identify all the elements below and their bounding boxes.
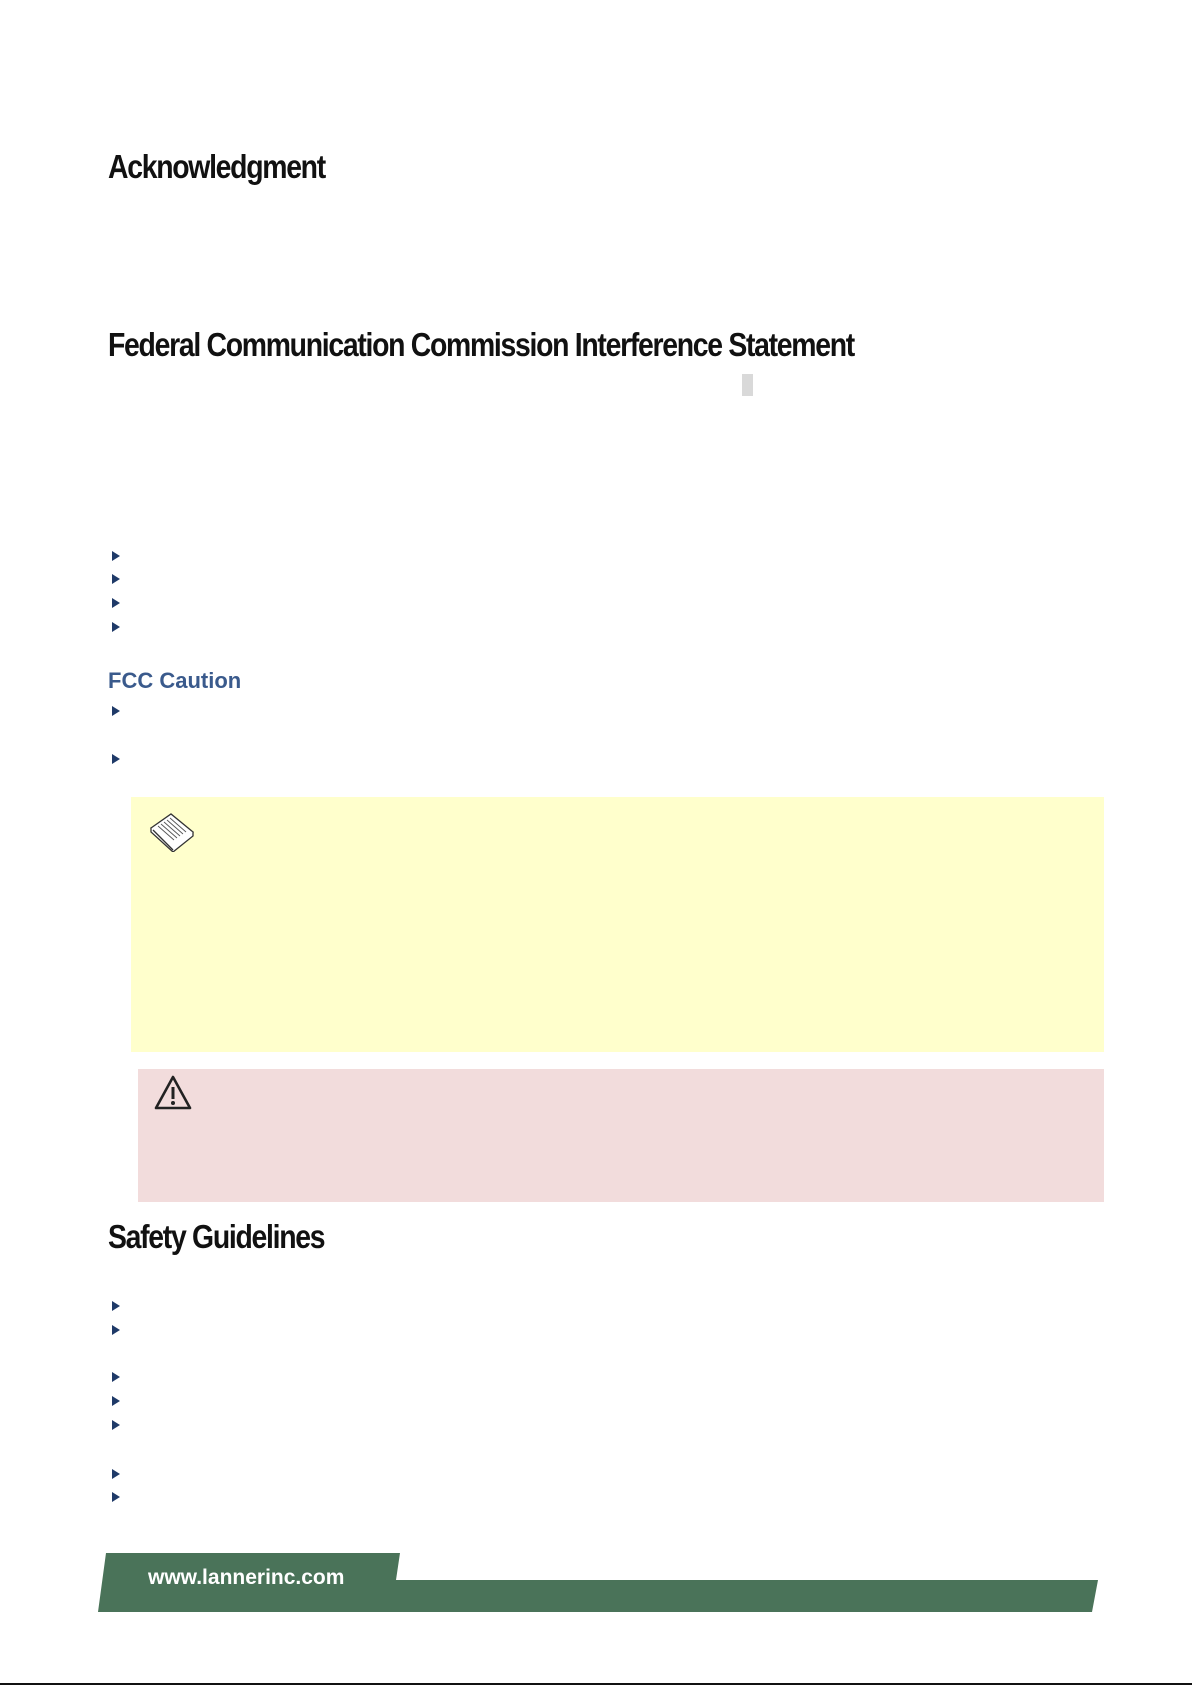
bullet-icon [112,1301,120,1311]
bullet-icon [112,1325,120,1335]
fcc-statement-heading: Federal Communication Commission Interference Statement [108,326,854,363]
bullet-icon [112,574,120,584]
footer-website-link[interactable]: www.lannerinc.com [148,1566,345,1589]
note-paper-icon [147,806,197,852]
bullet-icon [112,754,120,764]
bullet-icon [112,1396,120,1406]
bullet-icon [112,1372,120,1382]
warning-triangle-icon [153,1074,193,1112]
bullet-icon [112,622,120,632]
safety-guidelines-heading: Safety Guidelines [108,1218,325,1255]
bullet-icon [112,1420,120,1430]
warning-box [138,1069,1104,1202]
fcc-caution-heading: FCC Caution [108,668,242,693]
bullet-icon [112,706,120,716]
acknowledgment-heading: Acknowledgment [108,148,325,185]
bullet-icon [112,1492,120,1502]
gray-marker [742,374,753,396]
bullet-icon [112,551,120,561]
note-box [131,797,1104,1052]
bullet-icon [112,598,120,608]
bullet-icon [112,1469,120,1479]
